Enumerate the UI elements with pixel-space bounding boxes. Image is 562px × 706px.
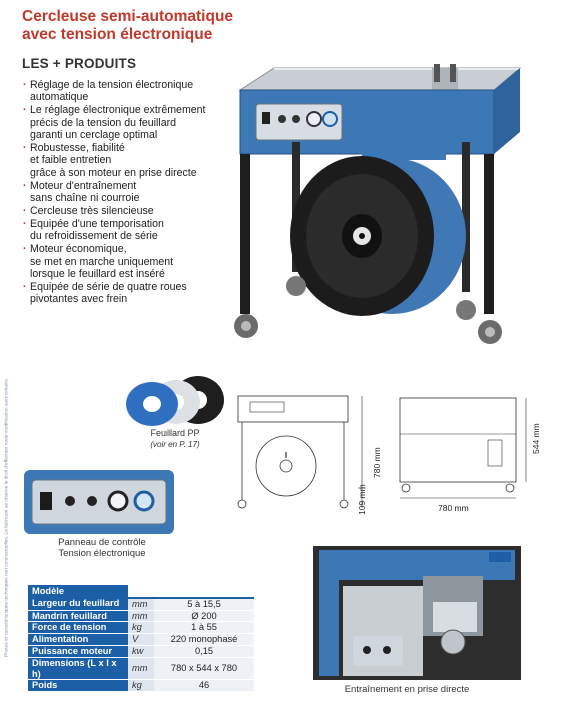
- specs-header-model: Modèle: [28, 585, 128, 598]
- table-row: [28, 645, 254, 657]
- feature-item: [24, 243, 234, 280]
- spec-value: 780 x 544 x 780: [154, 657, 254, 680]
- table-row: [28, 680, 254, 692]
- feature-item: [24, 205, 234, 217]
- specs-header-row: [28, 585, 254, 598]
- title-line-2: avec tension électronique: [22, 26, 213, 43]
- feature-line: · Equipée d'une temporisation: [30, 217, 164, 230]
- spec-unit: mm: [128, 610, 154, 622]
- height-dimension: 780 mm: [372, 447, 382, 478]
- spec-value: Ø 200: [154, 610, 254, 622]
- spec-label: Poids: [28, 680, 128, 692]
- table-row: [28, 622, 254, 634]
- panel-caption-line-2: Tension électronique: [58, 548, 146, 559]
- feature-line: pivotantes avec frein: [30, 293, 128, 306]
- table-row: [28, 598, 254, 610]
- feature-line: · Cercleuse très silencieuse: [30, 205, 154, 218]
- spec-unit: mm: [128, 598, 154, 610]
- spec-unit: V: [128, 634, 154, 646]
- spec-unit: kg: [128, 680, 154, 692]
- feature-item: [24, 142, 234, 179]
- feature-item: [24, 104, 234, 141]
- feature-line: · Moteur d'entraînement: [30, 179, 137, 192]
- section-heading: LES + PRODUITS: [22, 56, 137, 71]
- depth-dimension: 544 mm: [531, 423, 541, 454]
- feature-item: [24, 79, 234, 104]
- feature-line: automatique: [30, 91, 89, 104]
- feature-item: [24, 281, 234, 306]
- table-row: [28, 634, 254, 646]
- spec-label: Dimensions (L x l x h): [28, 657, 128, 680]
- direct-drive-photo: [313, 546, 521, 680]
- feature-line: · Réglage de la tension électronique: [30, 79, 194, 91]
- feature-line: précis de la tension du feuillard: [30, 116, 177, 129]
- control-panel-image: [24, 470, 174, 534]
- strap-caption-title: Feuillard PP: [150, 428, 200, 438]
- spec-unit: mm: [128, 657, 154, 680]
- spec-value: 220 monophasé: [154, 634, 254, 646]
- spec-unit: kg: [128, 622, 154, 634]
- spec-value: 0,15: [154, 645, 254, 657]
- feature-line: lorsque le feuillard est inséré: [30, 268, 165, 281]
- spec-unit: kw: [128, 645, 154, 657]
- specs-table: [28, 585, 254, 692]
- side-technical-drawing: [392, 392, 532, 504]
- feature-line: et faible entretien: [30, 154, 112, 167]
- feature-line: · Robustesse, fiabilité: [30, 142, 125, 155]
- feature-list: [24, 79, 234, 306]
- photo-caption: Entraînement en prise directe: [344, 684, 470, 695]
- feature-item: [24, 180, 234, 205]
- feature-line: se met en marche uniquement: [30, 255, 174, 268]
- feature-line: · Le réglage électronique extrêmement: [30, 104, 206, 117]
- spec-value: 46: [154, 680, 254, 692]
- disclaimer-text: Photos et caractéristiques techniques non contractuelles. Le fabricant se réserve le droit d'effectuer toute modification sans préavis.: [4, 377, 10, 658]
- spec-label: Force de tension: [28, 622, 128, 634]
- side-disclaimer: [2, 340, 10, 700]
- spec-label: Puissance moteur: [28, 645, 128, 657]
- width-dimension: 780 mm: [438, 503, 469, 513]
- feature-line: sans chaîne ni courroie: [30, 192, 140, 205]
- spec-value: 5 à 15,5: [154, 598, 254, 610]
- feature-item: [24, 218, 234, 243]
- page-title: [22, 8, 302, 44]
- title-line-1: Cercleuse semi-automatique: [22, 8, 234, 25]
- spec-label: Largeur du feuillard: [28, 598, 128, 610]
- spec-label: Alimentation: [28, 634, 128, 646]
- pp-strap-rolls-image: [120, 372, 230, 428]
- strap-caption: [130, 428, 220, 450]
- base-dimension: 109 mm: [357, 484, 367, 515]
- table-row: [28, 610, 254, 622]
- table-row: [28, 657, 254, 680]
- strap-caption-ref: (voir en P. 17): [150, 440, 200, 449]
- feature-line: garanti un cerclage optimal: [30, 129, 158, 142]
- panel-caption-line-1: Panneau de contrôle: [58, 537, 146, 548]
- spec-value: 1 à 55: [154, 622, 254, 634]
- feature-line: du refroidissement de série: [30, 230, 158, 243]
- feature-line: · Moteur économique,: [30, 243, 127, 256]
- spec-label: Mandrin feuillard: [28, 610, 128, 622]
- feature-line: grâce à son moteur en prise directe: [30, 166, 197, 179]
- feature-line: · Equipée de série de quatre roues: [30, 281, 187, 293]
- panel-caption: [32, 537, 172, 559]
- strapping-machine-image: [222, 46, 540, 376]
